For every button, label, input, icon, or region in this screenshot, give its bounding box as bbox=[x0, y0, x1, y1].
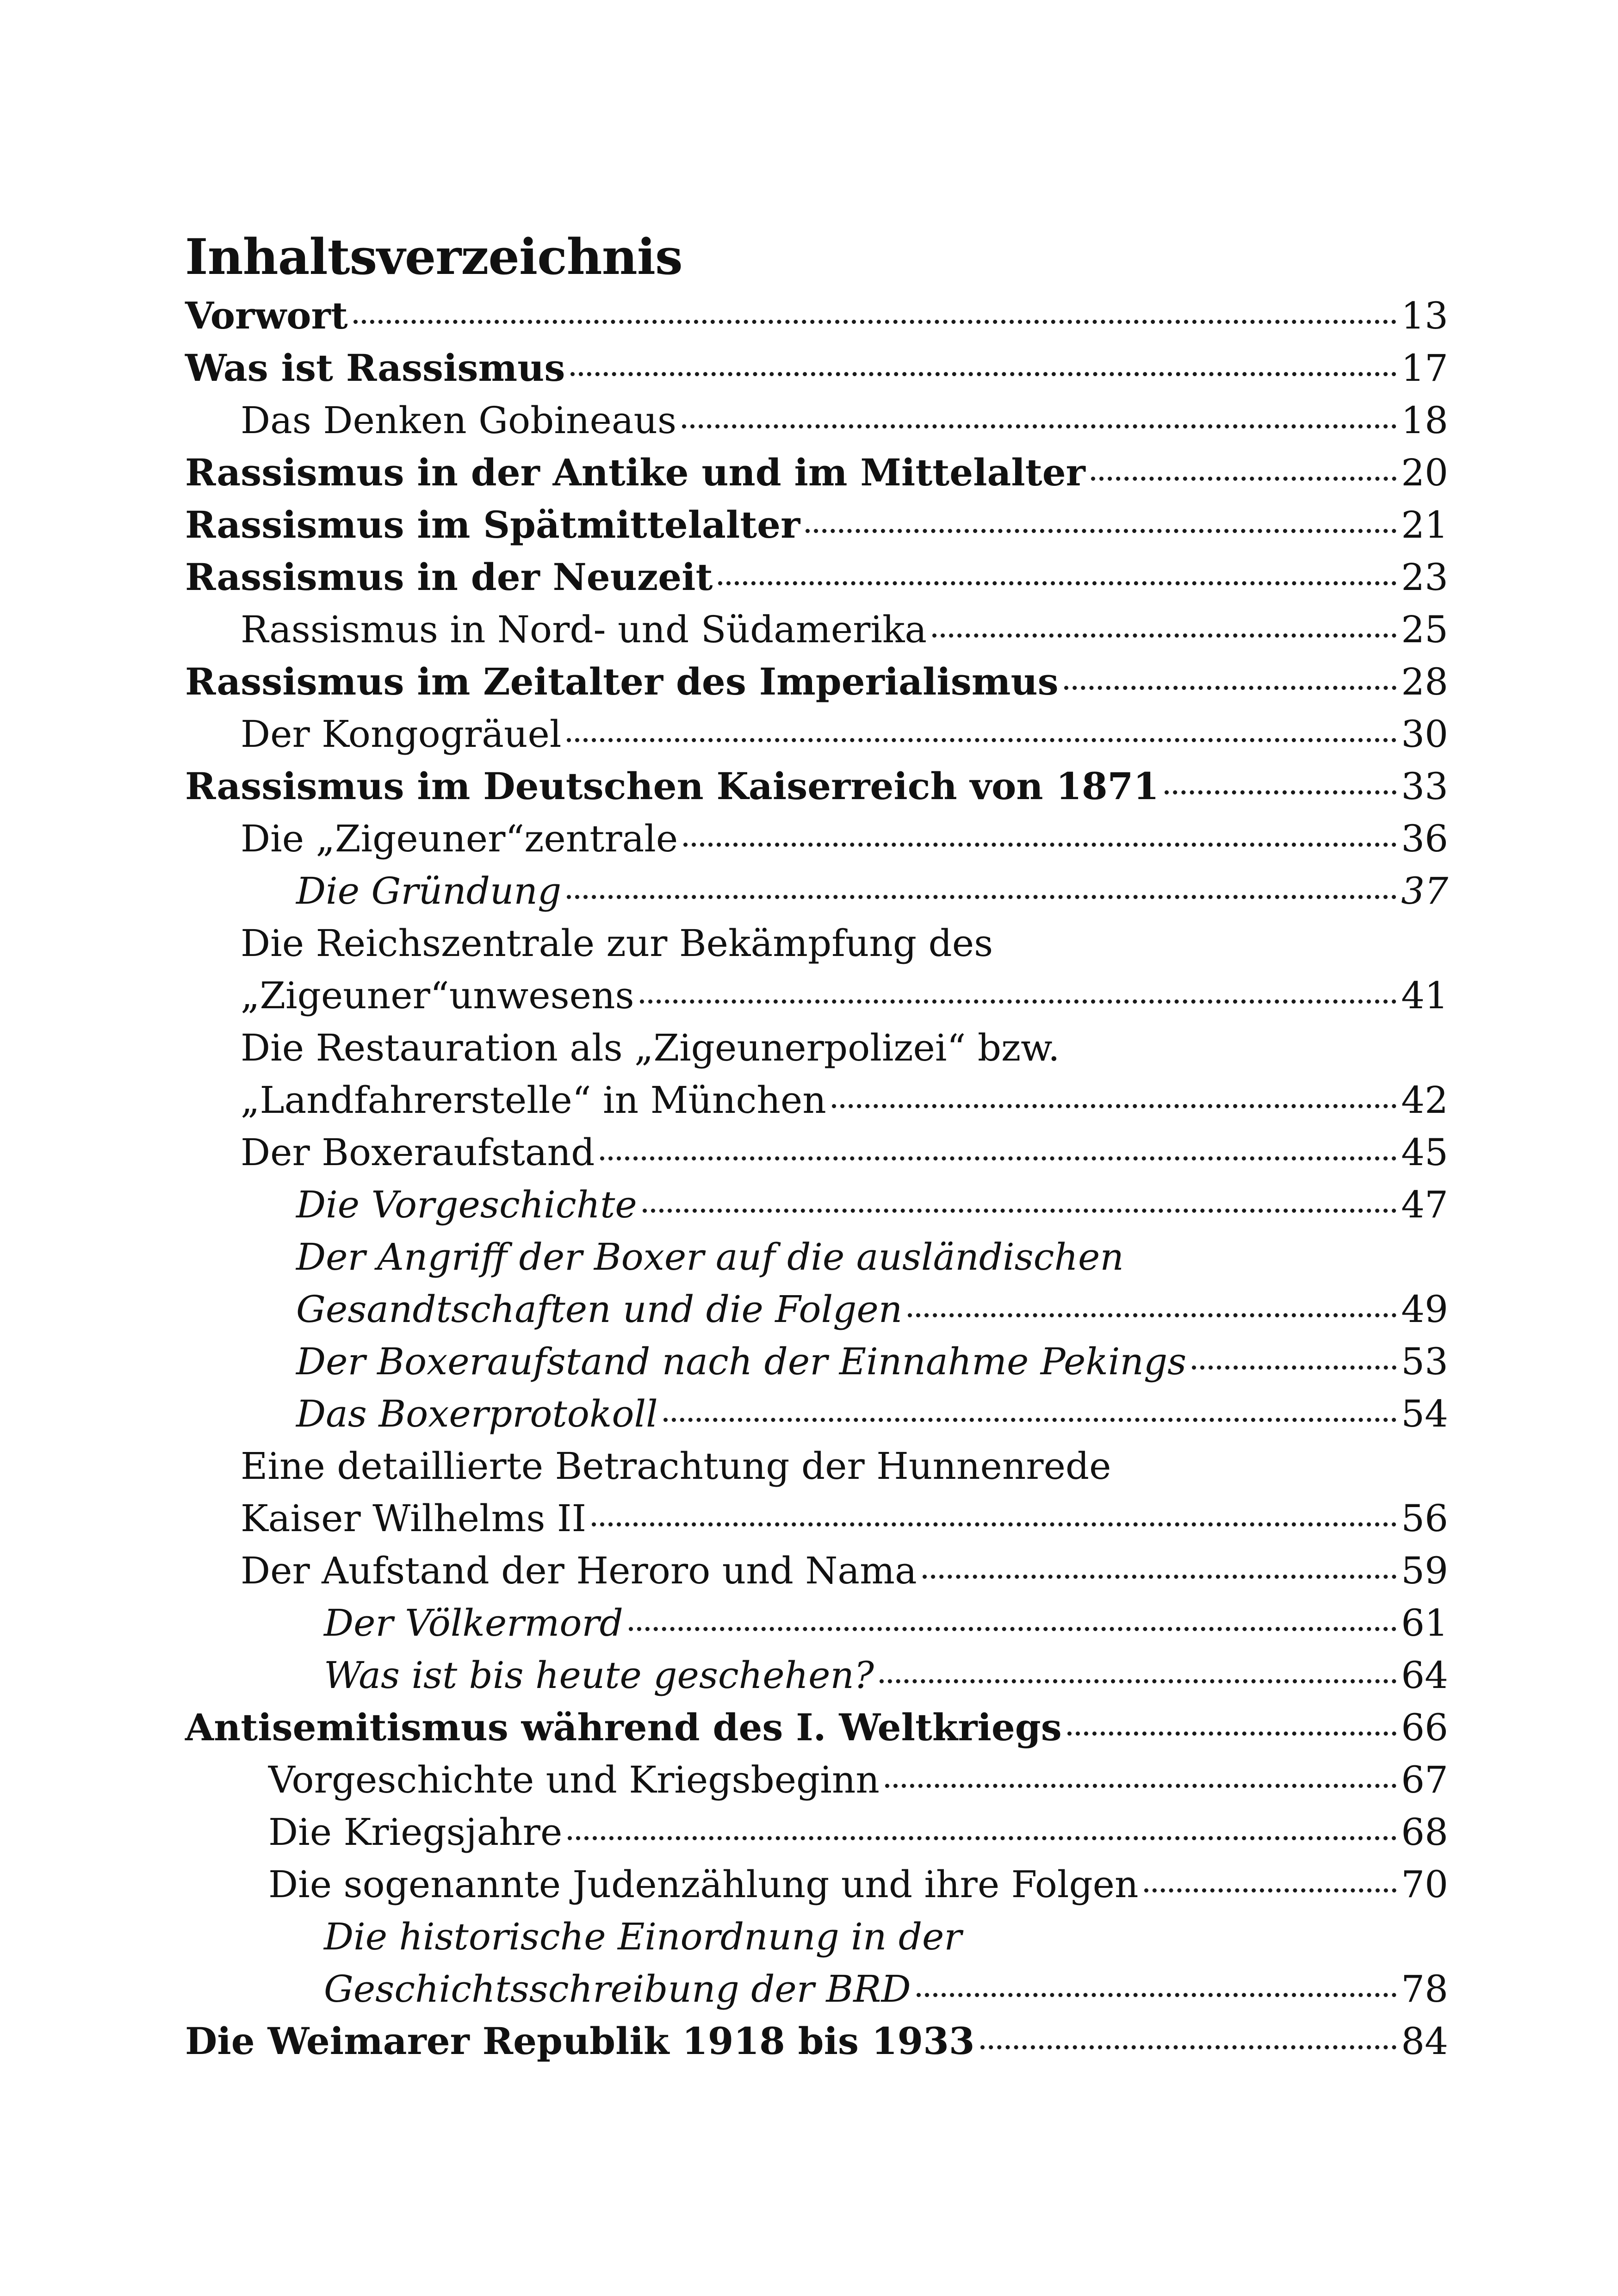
toc-entry-page: 59 bbox=[1401, 1549, 1448, 1592]
dot-leader bbox=[568, 1816, 1396, 1844]
toc-entry-label: Rassismus im Zeitalter des Imperialismus bbox=[185, 660, 1059, 703]
toc-entry-page: 66 bbox=[1401, 1706, 1448, 1749]
dot-leader bbox=[917, 1973, 1397, 2001]
toc-entry bbox=[185, 342, 1448, 394]
page-title: Inhaltsverzeichnis bbox=[185, 228, 682, 285]
dot-leader bbox=[567, 718, 1396, 746]
toc-entry-page: 64 bbox=[1401, 1654, 1448, 1697]
toc-entry-label: Die Weimarer Republik 1918 bis 1933 bbox=[185, 2019, 975, 2063]
toc-entry-page: 68 bbox=[1401, 1811, 1448, 1854]
toc-entry-label: Der Völkermord bbox=[324, 1601, 623, 1644]
toc-entry bbox=[185, 1701, 1448, 1754]
dot-leader bbox=[353, 300, 1397, 328]
toc-entry-label: Die Kriegsjahre bbox=[268, 1811, 563, 1854]
toc-entry bbox=[185, 1754, 1448, 1806]
toc-entry-label: Die Vorgeschichte bbox=[296, 1183, 637, 1226]
toc-list bbox=[185, 290, 1448, 2067]
toc-entry-line2 bbox=[296, 1283, 1448, 1335]
toc-entry-page: 41 bbox=[1401, 974, 1448, 1017]
dot-leader bbox=[832, 1084, 1396, 1112]
toc-entry bbox=[185, 1335, 1448, 1388]
toc-entry-label-line2: Geschichtsschreibung der BRD bbox=[324, 1967, 911, 2011]
toc-entry-page: 23 bbox=[1401, 556, 1448, 599]
toc-entry bbox=[185, 865, 1448, 917]
toc-entry-label: Der Aufstand der Heroro und Nama bbox=[241, 1549, 917, 1592]
toc-entry-label: Das Denken Gobineaus bbox=[241, 399, 677, 442]
dot-leader bbox=[1144, 1868, 1397, 1896]
toc-entry-page: 84 bbox=[1401, 2020, 1448, 2063]
toc-entry bbox=[185, 708, 1448, 760]
toc-entry bbox=[185, 813, 1448, 865]
toc-entry-label: Rassismus in Nord- und Südamerika bbox=[241, 608, 927, 651]
toc-entry bbox=[185, 917, 1448, 1022]
dot-leader bbox=[880, 1659, 1396, 1687]
toc-entry-page: 42 bbox=[1401, 1079, 1448, 1122]
toc-entry bbox=[185, 1231, 1448, 1335]
toc-entry-page: 17 bbox=[1401, 347, 1448, 390]
toc-entry-page: 28 bbox=[1401, 660, 1448, 703]
toc-entry bbox=[185, 1649, 1448, 1701]
dot-leader bbox=[643, 1189, 1397, 1216]
toc-entry bbox=[185, 1911, 1448, 2015]
toc-entry-page: 25 bbox=[1401, 608, 1448, 651]
document-page bbox=[185, 222, 1448, 2067]
toc-entry-line2 bbox=[241, 1492, 1448, 1545]
toc-entry-page: 54 bbox=[1401, 1392, 1448, 1435]
dot-leader bbox=[932, 614, 1396, 641]
dot-leader bbox=[885, 1764, 1396, 1792]
toc-entry bbox=[185, 1440, 1448, 1545]
toc-entry bbox=[185, 2015, 1448, 2067]
dot-leader bbox=[640, 980, 1397, 1007]
toc-entry-label-line2: Kaiser Wilhelms II bbox=[241, 1497, 587, 1540]
toc-entry-page: 20 bbox=[1401, 451, 1448, 494]
toc-entry-page: 45 bbox=[1401, 1131, 1448, 1174]
toc-entry-page: 30 bbox=[1401, 713, 1448, 756]
toc-entry bbox=[185, 499, 1448, 551]
dot-leader bbox=[718, 561, 1396, 589]
toc-entry-label: Antisemitismus während des I. Weltkriegs bbox=[185, 1706, 1062, 1749]
toc-entry-page: 78 bbox=[1401, 1967, 1448, 2011]
toc-entry-label-line1: Die historische Einordnung in der bbox=[324, 1915, 962, 1958]
toc-entry-label-line1: Eine detaillierte Betrachtung der Hunnenrede bbox=[241, 1445, 1111, 1488]
toc-entry-line2 bbox=[324, 1963, 1448, 2015]
toc-entry-label: Die „Zigeuner“zentrale bbox=[241, 817, 678, 860]
toc-entry-label: Der Boxeraufstand nach der Einnahme Pekings bbox=[296, 1340, 1187, 1383]
toc-entry-label: Vorgeschichte und Kriegsbeginn bbox=[268, 1758, 880, 1801]
toc-entry-page: 18 bbox=[1401, 399, 1448, 442]
toc-entry-label-line2: „Zigeuner“unwesens bbox=[241, 974, 634, 1017]
toc-entry-label: Rassismus in der Antike und im Mittelalter bbox=[185, 451, 1085, 494]
dot-leader bbox=[629, 1607, 1396, 1635]
toc-entry bbox=[185, 1545, 1448, 1597]
toc-entry-label: Was ist Rassismus bbox=[185, 346, 565, 390]
toc-entry-page: 37 bbox=[1401, 869, 1448, 912]
toc-entry-page: 47 bbox=[1401, 1183, 1448, 1226]
toc-entry-label: Die sogenannte Judenzählung und ihre Folgen bbox=[268, 1863, 1139, 1906]
toc-entry-label: Die Gründung bbox=[296, 869, 562, 912]
toc-entry-page: 13 bbox=[1401, 294, 1448, 337]
toc-entry bbox=[185, 394, 1448, 447]
toc-entry-page: 61 bbox=[1401, 1601, 1448, 1644]
dot-leader bbox=[1091, 457, 1396, 484]
toc-entry-label-line1: Die Reichszentrale zur Bekämpfung des bbox=[241, 922, 993, 965]
toc-entry bbox=[185, 1597, 1448, 1649]
toc-entry-label: Das Boxerprotokoll bbox=[296, 1392, 658, 1435]
toc-entry bbox=[185, 760, 1448, 813]
toc-entry-page: 49 bbox=[1401, 1288, 1448, 1331]
toc-entry bbox=[185, 1022, 1448, 1126]
toc-entry bbox=[185, 1858, 1448, 1911]
toc-entry-page: 21 bbox=[1401, 503, 1448, 546]
toc-entry bbox=[185, 656, 1448, 708]
toc-entry-label-line1: Die Restauration als „Zigeunerpolizei“ bzw. bbox=[241, 1026, 1060, 1069]
toc-entry-page: 33 bbox=[1401, 765, 1448, 808]
dot-leader bbox=[1192, 1346, 1396, 1373]
dot-leader bbox=[592, 1502, 1396, 1530]
toc-entry-page: 67 bbox=[1401, 1758, 1448, 1801]
toc-entry-label-line1: Der Angriff der Boxer auf die ausländischen bbox=[296, 1235, 1124, 1278]
toc-entry bbox=[185, 1179, 1448, 1231]
toc-entry-page: 56 bbox=[1401, 1497, 1448, 1540]
toc-entry-label: Rassismus im Spätmittelalter bbox=[185, 503, 800, 546]
toc-entry-label-line2: Gesandtschaften und die Folgen bbox=[296, 1288, 903, 1331]
toc-entry-label: Der Kongogräuel bbox=[241, 713, 562, 756]
dot-leader bbox=[663, 1398, 1396, 1426]
toc-entry-page: 36 bbox=[1401, 817, 1448, 860]
toc-entry-label-line2: „Landfahrerstelle“ in München bbox=[241, 1079, 826, 1122]
dot-leader bbox=[600, 1136, 1396, 1164]
toc-entry bbox=[185, 447, 1448, 499]
dot-leader bbox=[980, 2025, 1397, 2053]
dot-leader bbox=[683, 823, 1396, 850]
dot-leader bbox=[908, 1293, 1396, 1321]
toc-entry-label: Was ist bis heute geschehen? bbox=[324, 1654, 874, 1697]
dot-leader bbox=[567, 875, 1396, 903]
dot-leader bbox=[1165, 770, 1396, 798]
toc-entry-line2 bbox=[241, 1074, 1448, 1126]
dot-leader bbox=[806, 509, 1396, 537]
toc-entry-label: Vorwort bbox=[185, 294, 348, 337]
toc-entry-label: Rassismus in der Neuzeit bbox=[185, 555, 713, 599]
toc-entry-page: 53 bbox=[1401, 1340, 1448, 1383]
toc-entry bbox=[185, 603, 1448, 656]
dot-leader bbox=[1067, 1712, 1396, 1739]
toc-entry-label: Rassismus im Deutschen Kaiserreich von 1871 bbox=[185, 764, 1159, 808]
toc-entry bbox=[185, 290, 1448, 342]
toc-entry bbox=[185, 1806, 1448, 1858]
dot-leader bbox=[923, 1555, 1397, 1582]
dot-leader bbox=[682, 404, 1396, 432]
toc-entry-line2 bbox=[241, 969, 1448, 1022]
toc-entry bbox=[185, 551, 1448, 603]
toc-entry bbox=[185, 1388, 1448, 1440]
toc-entry bbox=[185, 1126, 1448, 1179]
toc-entry-page: 70 bbox=[1401, 1863, 1448, 1906]
toc-entry-label: Der Boxeraufstand bbox=[241, 1131, 595, 1174]
dot-leader bbox=[1064, 666, 1397, 694]
dot-leader bbox=[570, 352, 1396, 380]
